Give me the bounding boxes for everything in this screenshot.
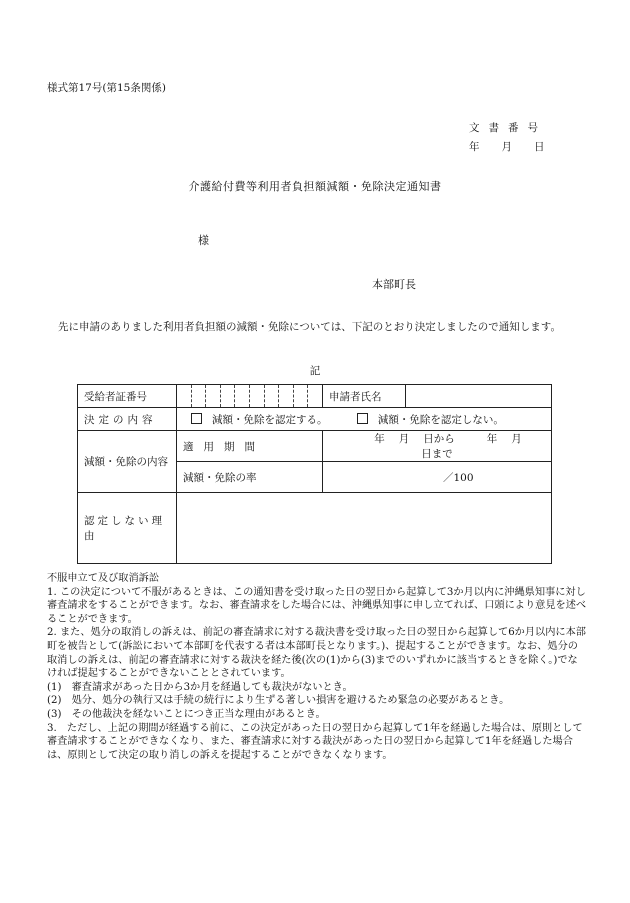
deny-reason-field[interactable] xyxy=(177,493,552,564)
appeal-section xyxy=(47,572,587,762)
option-deny[interactable] xyxy=(357,412,504,427)
applicant-label: 申請者氏名 xyxy=(323,385,406,408)
cert-no-field[interactable] xyxy=(177,385,323,408)
appeal-item-1: 1. この決定について不服があるときは、この通知書を受け取った日の翌日から起算して3か月以内に沖縄県知事に対し審査請求をすることができます。なお、審査請求をした場合には、沖縄県知事に申し立てれば、口頭により意見を述べることができます。 xyxy=(47,586,587,625)
table-row-period xyxy=(78,431,552,462)
period-year-end: 年 xyxy=(486,433,498,445)
table-row-decision xyxy=(78,408,552,431)
rate-field[interactable] xyxy=(323,462,552,493)
document-title: 介護給付費等利用者負担額減額・免除決定通知書 xyxy=(188,180,442,193)
appeal-item-3: 3. ただし、上記の期間が経過する前に、この決定があった日の翌日から起算して1年を経過した場合は、原則として審査請求することができなくなり、また、審査請求に対する裁決があった日の翌日から起算して1年を経過した場合は、原則として決定の取り消しの訴えを提起することができなくなります。 xyxy=(47,722,583,761)
reduction-label: 減額・免除の内容 xyxy=(78,431,177,493)
sender: 本部町長 xyxy=(372,278,416,291)
period-field[interactable] xyxy=(323,431,552,462)
applicant-field[interactable] xyxy=(406,385,552,408)
appeal-item-2: 2. また、処分の取消しの訴えは、前記の審査請求に対する裁決書を受け取った日の翌日から起算して6か月以内に本部町を被告として(訴訟において本部町を代表する者は本部町長となります。)、提起することができます。なお、処分の取消しの訴えは、前記の審査請求に対する裁決を経た後(次の(1)から(3)までのいずれかに該当するときを除く。)でなければ提起することができないこととされています。 xyxy=(47,627,586,680)
rate-value: ／100 xyxy=(443,471,474,484)
option-deny-label: 減額・免除を認定しない。 xyxy=(377,413,504,426)
period-month-end: 月 xyxy=(511,433,522,445)
table-row-deny-reason xyxy=(78,493,552,564)
ki-marker: 記 xyxy=(309,365,321,377)
table-row-cert xyxy=(78,385,552,408)
period-label: 適用期間 xyxy=(177,431,323,462)
appeal-heading: 不服申立て及び取消訴訟 xyxy=(47,573,160,584)
decision-table xyxy=(77,384,552,564)
appeal-item-2-2: (2) 処分、処分の執行又は手続の続行により生ずる著しい損害を避けるため緊急の必要があるとき。 xyxy=(47,695,510,707)
intro-paragraph: 先に申請のありました利用者負担額の減額・免除については、下記のとおり決定しましたので通知します。 xyxy=(58,321,561,333)
cert-no-label: 受給者証番号 xyxy=(78,385,177,408)
approve-checkbox[interactable] xyxy=(191,413,202,424)
rate-label: 減額・免除の率 xyxy=(177,462,323,493)
date-line xyxy=(469,139,545,154)
document-number-label: 文書番号 xyxy=(469,122,547,134)
period-month: 月 xyxy=(398,433,410,445)
deny-reason-label: 認定しない理由 xyxy=(78,493,177,564)
deny-checkbox[interactable] xyxy=(357,413,368,424)
cert-no-digits xyxy=(177,385,322,407)
decision-label: 決定の内容 xyxy=(78,408,177,431)
date-month: 月 xyxy=(501,141,512,153)
period-from: 日から xyxy=(423,433,455,445)
date-year: 年 xyxy=(469,141,480,153)
period-to: 日まで xyxy=(421,448,453,460)
option-approve-label: 減額・免除を認定する。 xyxy=(212,413,328,426)
appeal-item-2-1: (1) 審査請求があった日から3か月を経過しても裁決がないとき。 xyxy=(47,681,353,693)
option-approve[interactable] xyxy=(191,412,328,427)
recipient-suffix: 様 xyxy=(198,234,209,247)
appeal-item-2-3: (3) その他裁決を経ないことにつき正当な理由があるとき。 xyxy=(47,708,326,720)
form-number: 様式第17号(第15条関係) xyxy=(47,82,166,94)
date-day: 日 xyxy=(534,141,545,153)
period-year: 年 xyxy=(374,433,385,445)
decision-options xyxy=(177,408,552,431)
